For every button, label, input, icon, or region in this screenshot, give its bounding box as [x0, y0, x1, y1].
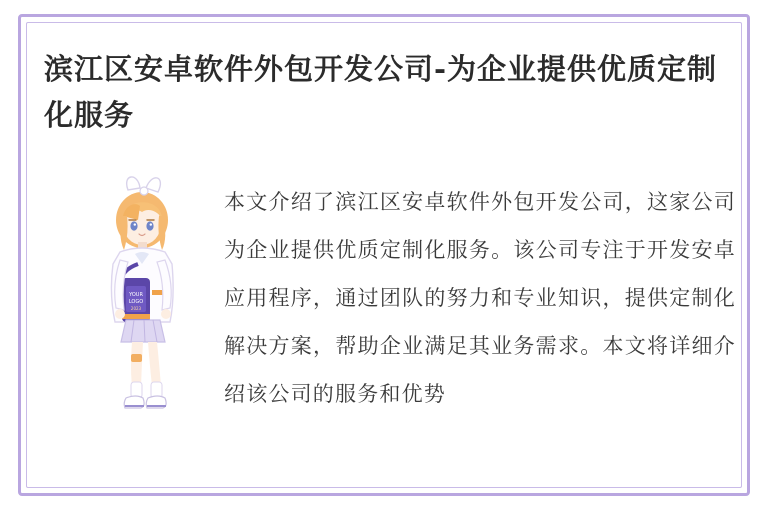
content-area	[44, 168, 736, 470]
svg-text:2023: 2023	[130, 306, 142, 311]
svg-text:LOGO: LOGO	[128, 299, 144, 305]
svg-text:YOUR: YOUR	[129, 292, 143, 298]
page-title: 滨江区安卓软件外包开发公司-为企业提供优质定制化服务	[44, 52, 718, 132]
anime-girl-illustration	[82, 168, 212, 468]
body-paragraph: 本文介绍了滨江区安卓软件外包开发公司，这家公司为企业提供优质定制化服务。该公司专注于开发安卓应用程序，通过团队的努力和专业知识，提供定制化解决方案，帮助企业满足其业务需求。本文将详细介绍该公司的服务和优势	[224, 190, 736, 406]
